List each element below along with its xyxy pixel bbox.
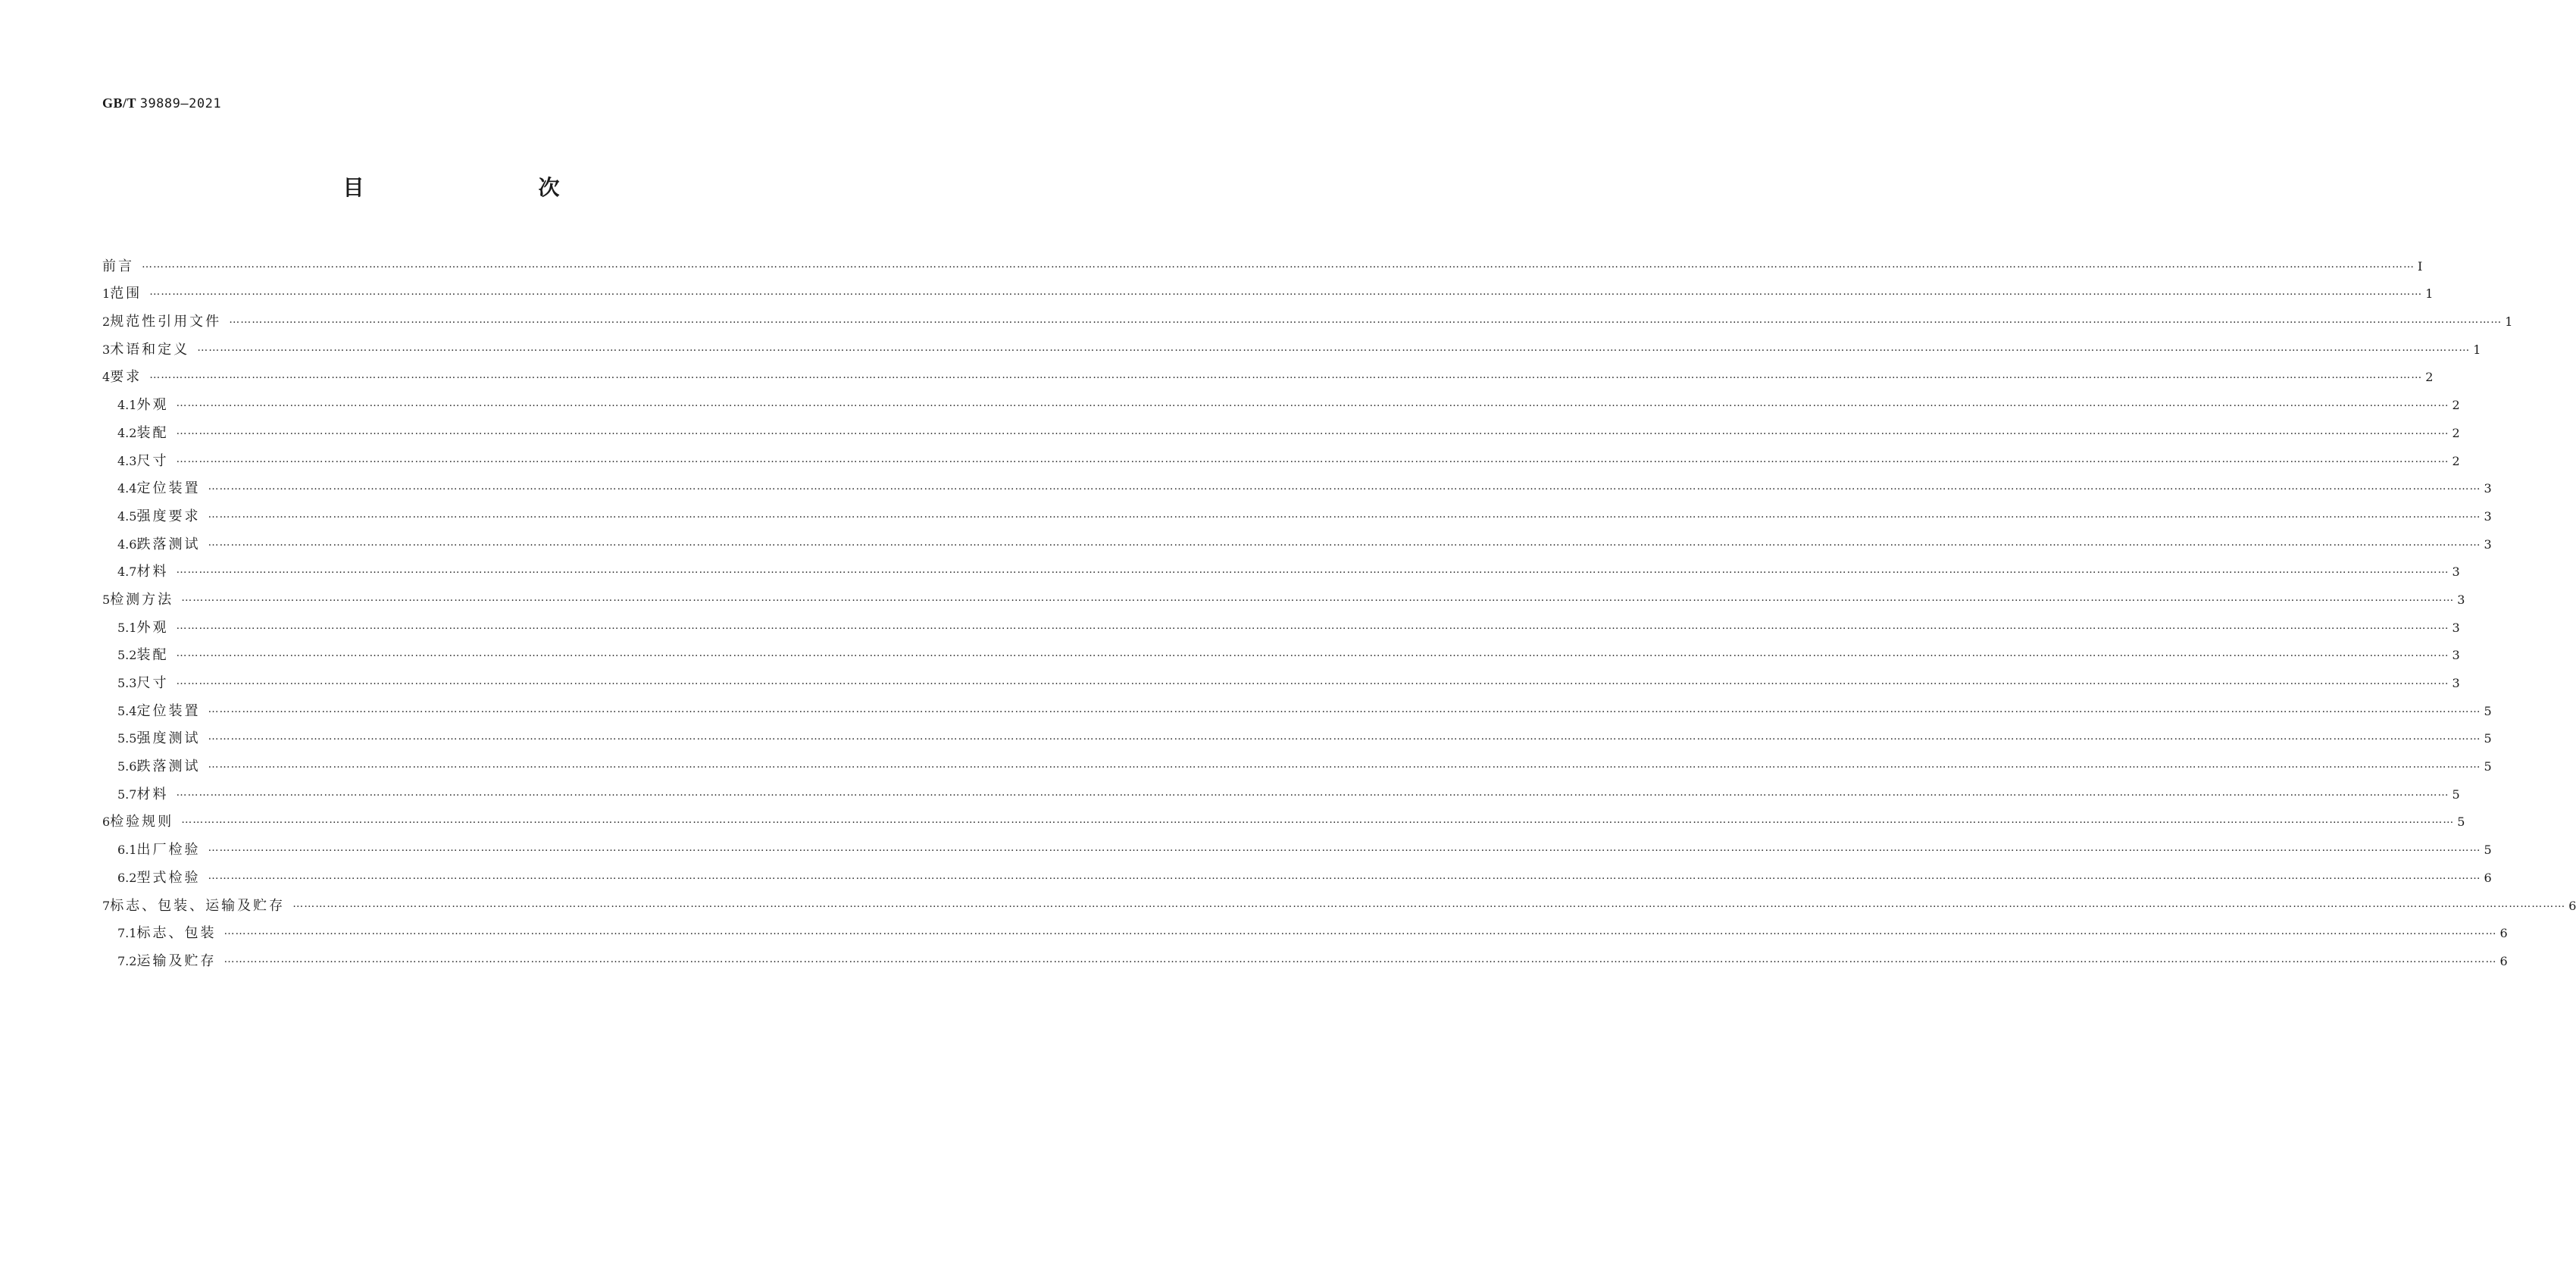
toc-entry[interactable] (102, 386, 2460, 414)
toc-entry[interactable] (102, 275, 2434, 303)
toc-entry-number: 6.2 (117, 870, 137, 885)
toc-entry-title: 术语和定义 (110, 341, 190, 358)
toc-entry-title: 外观 (136, 619, 169, 636)
toc-entry-title: 定位装置 (136, 702, 201, 719)
toc-dot-leader: …………………………………………………………………………………………………………………………………………………………………………………………………………………………………………………………………………………………………………………………………………………………………………………………………………………………………………………………………………………………………………………………………………………… (229, 314, 2503, 327)
toc-dot-leader: …………………………………………………………………………………………………………………………………………………………………………………………………………………………………………………………………………………………………………………………………………………………………………………………………………………………………………………………………………………………………………………………………………………… (208, 480, 2481, 493)
toc-entry-page: 5 (2457, 815, 2465, 830)
standard-prefix: GB/T (102, 95, 136, 111)
toc-entry-title: 定位装置 (136, 480, 201, 497)
toc-entry-title: 强度要求 (136, 508, 201, 524)
toc-entry-page: 3 (2452, 676, 2460, 690)
toc-entry-number: 5.4 (117, 703, 137, 718)
toc-entry-title: 材料 (136, 564, 169, 580)
toc-entry-page: 6 (2484, 870, 2492, 885)
toc-entry-page: 3 (2484, 536, 2492, 552)
toc-entry[interactable] (102, 247, 2423, 275)
toc-dot-leader: …………………………………………………………………………………………………………………………………………………………………………………………………………………………………………………………………………………………………………………………………………………………………………………………………………………………………………………………………………………………………………………………………………………… (292, 897, 2566, 910)
toc-entry[interactable] (102, 302, 2513, 330)
toc-entry-number: 5.5 (117, 731, 137, 746)
toc-entry-page: Ⅰ (2418, 258, 2423, 274)
toc-entry-page: 5 (2452, 787, 2460, 802)
toc-entry-number: 3 (102, 342, 111, 357)
toc-dot-leader: …………………………………………………………………………………………………………………………………………………………………………………………………………………………………………………………………………………………………………………………………………………………………………………………………………………………………………………………………………………………………………………………………………………… (176, 564, 2449, 577)
toc-entry-title: 范围 (110, 286, 142, 302)
toc-entry-title: 要求 (110, 369, 142, 386)
toc-entry-page: 3 (2452, 565, 2460, 580)
toc-entry-number: 6.1 (117, 843, 137, 858)
toc-entry-page: 3 (2457, 592, 2465, 607)
toc-dot-leader: …………………………………………………………………………………………………………………………………………………………………………………………………………………………………………………………………………………………………………………………………………………………………………………………………………………………………………………………………………………………………………………………………………………… (208, 508, 2481, 521)
toc-entry-page: 5 (2484, 759, 2492, 774)
toc-dot-leader: …………………………………………………………………………………………………………………………………………………………………………………………………………………………………………………………………………………………………………………………………………………………………………………………………………………………………………………………………………………………………………………………………………………… (208, 536, 2481, 549)
toc-entry[interactable] (102, 553, 2460, 581)
toc-entry-title: 标志、包装 (136, 925, 217, 942)
toc-dot-leader: …………………………………………………………………………………………………………………………………………………………………………………………………………………………………………………………………………………………………………………………………………………………………………………………………………………………………………………………………………………………………………………………………………………… (208, 842, 2481, 855)
toc-entry[interactable] (102, 775, 2460, 803)
toc-entry-title: 型式检验 (136, 869, 201, 886)
toc-dot-leader: …………………………………………………………………………………………………………………………………………………………………………………………………………………………………………………………………………………………………………………………………………………………………………………………………………………………………………………………………………………………………………………………………………………… (149, 286, 2423, 299)
toc-dot-leader: …………………………………………………………………………………………………………………………………………………………………………………………………………………………………………………………………………………………………………………………………………………………………………………………………………………………………………………………………………………………………………………………………………………… (208, 730, 2481, 743)
toc-dot-leader: …………………………………………………………………………………………………………………………………………………………………………………………………………………………………………………………………………………………………………………………………………………………………………………………………………………………………………………………………………………………………………………………………………………… (181, 591, 2455, 604)
toc-entry-page: 3 (2452, 620, 2460, 635)
table-of-contents (102, 247, 2576, 970)
toc-entry[interactable] (102, 664, 2460, 692)
toc-entry[interactable] (102, 608, 2460, 636)
toc-entry-number: 5.6 (117, 759, 137, 774)
toc-entry-number: 4.4 (117, 481, 137, 496)
toc-entry[interactable] (102, 803, 2465, 831)
standard-number: 39889—2021 (139, 96, 222, 111)
toc-entry-number: 4 (102, 370, 111, 385)
toc-entry[interactable] (102, 636, 2460, 665)
toc-entry-page: 5 (2484, 843, 2492, 858)
standard-code (102, 95, 221, 111)
toc-entry-page: 1 (2473, 342, 2481, 357)
toc-dot-leader: …………………………………………………………………………………………………………………………………………………………………………………………………………………………………………………………………………………………………………………………………………………………………………………………………………………………………………………………………………………………………………………………………………………… (176, 647, 2449, 660)
toc-entry-number: 5 (102, 592, 111, 607)
toc-entry[interactable] (102, 330, 2481, 358)
toc-entry-number: 5.7 (117, 787, 137, 802)
toc-dot-leader: …………………………………………………………………………………………………………………………………………………………………………………………………………………………………………………………………………………………………………………………………………………………………………………………………………………………………………………………………………………………………………………………………………………… (176, 786, 2449, 799)
toc-entry[interactable] (102, 525, 2492, 553)
toc-dot-leader: …………………………………………………………………………………………………………………………………………………………………………………………………………………………………………………………………………………………………………………………………………………………………………………………………………………………………………………………………………………………………………………………………………………… (224, 952, 2497, 965)
toc-entry-page: 6 (2499, 953, 2508, 968)
toc-entry-number: 7.2 (117, 953, 137, 968)
toc-entry-page: 3 (2484, 508, 2492, 524)
toc-entry-title: 运输及贮存 (136, 952, 217, 969)
toc-dot-leader: …………………………………………………………………………………………………………………………………………………………………………………………………………………………………………………………………………………………………………………………………………………………………………………………………………………………………………………………………………………………………………………………………………………… (142, 258, 2415, 271)
toc-entry-number: 2 (102, 314, 111, 330)
toc-entry-number: 4.6 (117, 536, 137, 552)
toc-entry-title: 规范性引用文件 (110, 314, 222, 330)
toc-entry-page: 6 (2568, 898, 2576, 913)
toc-dot-leader: …………………………………………………………………………………………………………………………………………………………………………………………………………………………………………………………………………………………………………………………………………………………………………………………………………………………………………………………………………………………………………………………………………………… (176, 675, 2449, 687)
toc-dot-leader: …………………………………………………………………………………………………………………………………………………………………………………………………………………………………………………………………………………………………………………………………………………………………………………………………………………………………………………………………………………………………………………………………………………… (208, 869, 2481, 882)
toc-entry-title: 装配 (136, 424, 169, 441)
toc-entry-number: 7 (102, 898, 111, 913)
toc-entry-title: 检测方法 (110, 591, 174, 608)
toc-entry[interactable] (102, 747, 2492, 775)
toc-entry-page: 3 (2452, 648, 2460, 663)
toc-entry-title: 装配 (136, 647, 169, 664)
toc-entry-page: 2 (2452, 453, 2460, 468)
toc-dot-leader: …………………………………………………………………………………………………………………………………………………………………………………………………………………………………………………………………………………………………………………………………………………………………………………………………………………………………………………………………………………………………………………………………………………… (176, 452, 2449, 465)
toc-entry-number: 4.2 (117, 425, 137, 440)
toc-entry-page: 2 (2425, 370, 2434, 385)
toc-entry-title: 尺寸 (136, 675, 169, 691)
toc-entry-number: 4.7 (117, 565, 137, 580)
toc-dot-leader: …………………………………………………………………………………………………………………………………………………………………………………………………………………………………………………………………………………………………………………………………………………………………………………………………………………………………………………………………………………………………………………………………………………… (176, 619, 2449, 632)
toc-entry[interactable] (102, 720, 2492, 748)
toc-entry[interactable] (102, 414, 2460, 442)
toc-entry[interactable] (102, 887, 2576, 915)
toc-entry[interactable] (102, 692, 2492, 720)
toc-dot-leader: …………………………………………………………………………………………………………………………………………………………………………………………………………………………………………………………………………………………………………………………………………………………………………………………………………………………………………………………………………………………………………………………………………………… (181, 814, 2455, 827)
toc-dot-leader: …………………………………………………………………………………………………………………………………………………………………………………………………………………………………………………………………………………………………………………………………………………………………………………………………………………………………………………………………………………………………………………………………………………… (176, 424, 2449, 437)
toc-entry-page: 1 (2425, 286, 2434, 302)
toc-entry-title: 材料 (136, 786, 169, 802)
toc-entry-title: 强度测试 (136, 730, 201, 747)
toc-dot-leader: …………………………………………………………………………………………………………………………………………………………………………………………………………………………………………………………………………………………………………………………………………………………………………………………………………………………………………………………………………………………………………………………………………………… (224, 925, 2497, 938)
toc-entry-title: 跌落测试 (136, 536, 201, 552)
toc-entry[interactable] (102, 915, 2508, 943)
toc-entry-number: 6 (102, 815, 111, 830)
toc-entry[interactable] (102, 470, 2492, 498)
toc-entry-number: 5.2 (117, 648, 137, 663)
toc-dot-leader: …………………………………………………………………………………………………………………………………………………………………………………………………………………………………………………………………………………………………………………………………………………………………………………………………………………………………………………………………………………………………………………………………………………… (208, 758, 2481, 771)
toc-entry-number: 7.1 (117, 926, 137, 941)
toc-entry-title: 检验规则 (110, 814, 174, 830)
toc-entry-page: 6 (2499, 926, 2508, 941)
toc-entry-page: 5 (2484, 703, 2492, 718)
page-title: 目 次 (342, 175, 604, 200)
toc-entry-number: 5.3 (117, 676, 137, 690)
toc-entry-number: 4.5 (117, 508, 137, 524)
toc-entry-number: 5.1 (117, 620, 137, 635)
toc-entry[interactable] (102, 358, 2434, 386)
toc-entry-title: 标志、包装、运输及贮存 (110, 897, 286, 914)
toc-entry-number: 1 (102, 286, 111, 302)
toc-entry[interactable] (102, 942, 2508, 970)
toc-dot-leader: …………………………………………………………………………………………………………………………………………………………………………………………………………………………………………………………………………………………………………………………………………………………………………………………………………………………………………………………………………………………………………………………………………………… (208, 702, 2481, 715)
toc-entry[interactable] (102, 497, 2492, 525)
toc-dot-leader: …………………………………………………………………………………………………………………………………………………………………………………………………………………………………………………………………………………………………………………………………………………………………………………………………………………………………………………………………………………………………………………………………………………… (197, 341, 2471, 354)
toc-entry[interactable] (102, 858, 2492, 887)
toc-entry-page: 3 (2484, 481, 2492, 496)
toc-entry[interactable] (102, 442, 2460, 470)
toc-entry-page: 5 (2484, 731, 2492, 746)
toc-entry-page: 2 (2452, 398, 2460, 413)
toc-entry-title: 跌落测试 (136, 758, 201, 775)
toc-entry-title: 前言 (102, 258, 134, 274)
toc-entry[interactable] (102, 830, 2492, 858)
toc-entry-title: 外观 (136, 397, 169, 414)
toc-entry[interactable] (102, 580, 2465, 608)
toc-dot-leader: …………………………………………………………………………………………………………………………………………………………………………………………………………………………………………………………………………………………………………………………………………………………………………………………………………………………………………………………………………………………………………………………………………………… (176, 397, 2449, 410)
toc-entry-number: 4.3 (117, 453, 137, 468)
toc-entry-page: 2 (2452, 425, 2460, 440)
toc-entry-page: 1 (2505, 314, 2513, 330)
toc-dot-leader: …………………………………………………………………………………………………………………………………………………………………………………………………………………………………………………………………………………………………………………………………………………………………………………………………………………………………………………………………………………………………………………………………………………… (149, 369, 2423, 382)
toc-entry-number: 4.1 (117, 398, 137, 413)
toc-entry-title: 出厂检验 (136, 842, 201, 858)
toc-entry-title: 尺寸 (136, 452, 169, 469)
